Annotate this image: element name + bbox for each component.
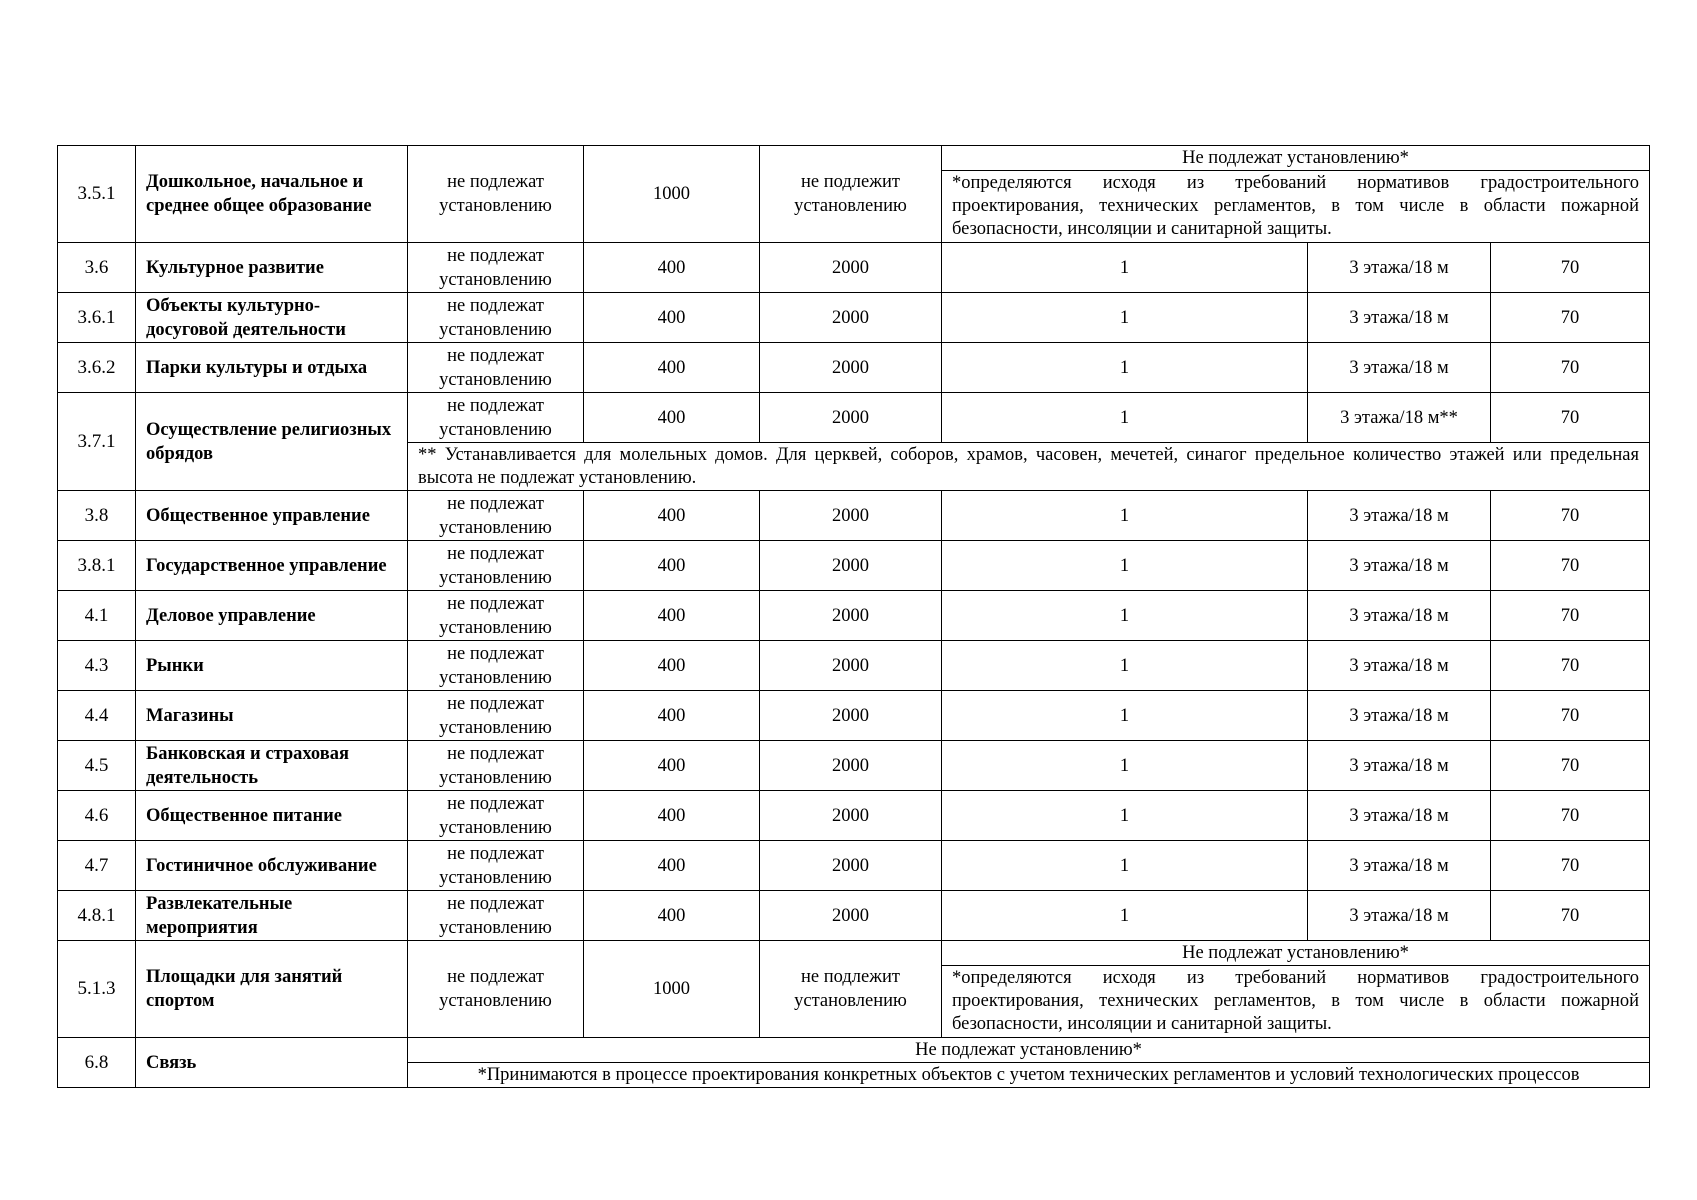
cell-coverage: 70 (1491, 343, 1650, 393)
cell-plot-area-min: 400 (584, 243, 760, 293)
table-row (58, 541, 1650, 591)
row-code: 4.4 (58, 691, 136, 741)
cell-setback: 1 (942, 791, 1308, 841)
table-row (58, 293, 1650, 343)
note-text: *определяются исходя из требований нормативов градостроительного проектирования, технических регламентов, в том числе в области пожарной безопасности, инсоляции и санитарной защиты. (942, 966, 1650, 1038)
cell-setback: 1 (942, 343, 1308, 393)
cell-plot-size-min: не подлежат установлению (408, 393, 584, 443)
table-row (58, 243, 1650, 293)
cell-plot-area-max: 2000 (760, 841, 942, 891)
table-row (58, 491, 1650, 541)
cell-floors-height: 3 этажа/18 м (1308, 591, 1491, 641)
cell-coverage: 70 (1491, 741, 1650, 791)
note-title: Не подлежат установлению* (942, 941, 1650, 966)
cell-setback: 1 (942, 591, 1308, 641)
cell-floors-height: 3 этажа/18 м (1308, 891, 1491, 941)
cell-plot-area-max: 2000 (760, 541, 942, 591)
row-code: 3.6.1 (58, 293, 136, 343)
cell-plot-size-min: не подлежат установлению (408, 591, 584, 641)
cell-plot-size-min: не подлежат установлению (408, 293, 584, 343)
table-row (58, 891, 1650, 941)
cell-plot-size-min: не подлежат установлению (408, 841, 584, 891)
row-code: 6.8 (58, 1038, 136, 1088)
cell-plot-area-min: 400 (584, 343, 760, 393)
table-row (58, 941, 1650, 966)
cell-coverage: 70 (1491, 841, 1650, 891)
cell-plot-area-min: 400 (584, 541, 760, 591)
cell-plot-size-min: не подлежат установлению (408, 243, 584, 293)
cell-plot-area-min: 1000 (584, 941, 760, 1038)
cell-floors-height: 3 этажа/18 м (1308, 491, 1491, 541)
cell-plot-size-min: не подлежат установлению (408, 691, 584, 741)
cell-setback: 1 (942, 541, 1308, 591)
row-name: Объекты культурно-досуговой деятельности (136, 293, 408, 343)
row-name: Рынки (136, 641, 408, 691)
cell-coverage: 70 (1491, 541, 1650, 591)
cell-plot-area-min: 400 (584, 691, 760, 741)
row-code: 4.6 (58, 791, 136, 841)
row-code: 3.6 (58, 243, 136, 293)
cell-coverage: 70 (1491, 691, 1650, 741)
row-name: Общественное управление (136, 491, 408, 541)
row-name: Парки культуры и отдыха (136, 343, 408, 393)
cell-plot-size-min: не подлежат установлению (408, 146, 584, 243)
table-row (58, 691, 1650, 741)
cell-plot-size-min: не подлежат установлению (408, 541, 584, 591)
row-code: 5.1.3 (58, 941, 136, 1038)
cell-setback: 1 (942, 841, 1308, 891)
regulations-table (57, 145, 1650, 1088)
row-code: 3.6.2 (58, 343, 136, 393)
table-row (58, 841, 1650, 891)
cell-plot-size-min: не подлежат установлению (408, 941, 584, 1038)
row-name: Гостиничное обслуживание (136, 841, 408, 891)
cell-plot-area-max: не подлежит установлению (760, 146, 942, 243)
row-code: 4.3 (58, 641, 136, 691)
cell-plot-area-min: 400 (584, 891, 760, 941)
cell-plot-area-min: 400 (584, 393, 760, 443)
cell-floors-height: 3 этажа/18 м** (1308, 393, 1491, 443)
table-row (58, 591, 1650, 641)
cell-setback: 1 (942, 293, 1308, 343)
cell-plot-area-max: 2000 (760, 791, 942, 841)
cell-plot-area-min: 1000 (584, 146, 760, 243)
cell-plot-area-max: 2000 (760, 491, 942, 541)
cell-plot-size-min: не подлежат установлению (408, 791, 584, 841)
row-name: Деловое управление (136, 591, 408, 641)
cell-setback: 1 (942, 691, 1308, 741)
table-row (58, 146, 1650, 171)
cell-floors-height: 3 этажа/18 м (1308, 841, 1491, 891)
row-name: Развлекательные мероприятия (136, 891, 408, 941)
row-code: 3.8 (58, 491, 136, 541)
row-code: 4.8.1 (58, 891, 136, 941)
cell-plot-size-min: не подлежат установлению (408, 343, 584, 393)
cell-plot-area-min: 400 (584, 491, 760, 541)
row-name: Осуществление религиозных обрядов (136, 393, 408, 491)
row-name: Государственное управление (136, 541, 408, 591)
cell-plot-area-max: 2000 (760, 741, 942, 791)
cell-floors-height: 3 этажа/18 м (1308, 741, 1491, 791)
cell-plot-size-min: не подлежат установлению (408, 491, 584, 541)
cell-setback: 1 (942, 243, 1308, 293)
table-row (58, 641, 1650, 691)
cell-coverage: 70 (1491, 491, 1650, 541)
cell-coverage: 70 (1491, 293, 1650, 343)
cell-floors-height: 3 этажа/18 м (1308, 641, 1491, 691)
cell-floors-height: 3 этажа/18 м (1308, 243, 1491, 293)
cell-coverage: 70 (1491, 791, 1650, 841)
cell-plot-area-max: 2000 (760, 591, 942, 641)
cell-plot-size-min: не подлежат установлению (408, 891, 584, 941)
note-title: Не подлежат установлению* (942, 146, 1650, 171)
cell-coverage: 70 (1491, 243, 1650, 293)
row-name: Площадки для занятий спортом (136, 941, 408, 1038)
row-name: Культурное развитие (136, 243, 408, 293)
cell-coverage: 70 (1491, 891, 1650, 941)
row-code: 4.1 (58, 591, 136, 641)
cell-plot-area-min: 400 (584, 741, 760, 791)
table-row (58, 741, 1650, 791)
row-code: 3.7.1 (58, 393, 136, 491)
cell-plot-area-max: 2000 (760, 393, 942, 443)
row-name: Банковская и страховая деятельность (136, 741, 408, 791)
cell-setback: 1 (942, 491, 1308, 541)
row-code: 4.7 (58, 841, 136, 891)
cell-coverage: 70 (1491, 393, 1650, 443)
cell-plot-area-min: 400 (584, 841, 760, 891)
cell-floors-height: 3 этажа/18 м (1308, 343, 1491, 393)
row-code: 3.8.1 (58, 541, 136, 591)
cell-setback: 1 (942, 891, 1308, 941)
table-row (58, 343, 1650, 393)
cell-plot-area-min: 400 (584, 591, 760, 641)
row-name: Магазины (136, 691, 408, 741)
cell-plot-area-max: 2000 (760, 891, 942, 941)
cell-plot-area-min: 400 (584, 293, 760, 343)
cell-setback: 1 (942, 393, 1308, 443)
cell-plot-area-max: 2000 (760, 691, 942, 741)
table-row (58, 393, 1650, 443)
cell-plot-area-max: 2000 (760, 243, 942, 293)
cell-plot-area-max: 2000 (760, 343, 942, 393)
note-text: *Принимаются в процессе проектирования конкретных объектов с учетом технических регламентов и условий технологических процессов (408, 1063, 1650, 1088)
cell-coverage: 70 (1491, 591, 1650, 641)
note-title: Не подлежат установлению* (408, 1038, 1650, 1063)
cell-plot-area-max: 2000 (760, 641, 942, 691)
row-name: Связь (136, 1038, 408, 1088)
note-text: *определяются исходя из требований нормативов градостроительного проектирования, технических регламентов, в том числе в области пожарной безопасности, инсоляции и санитарной защиты. (942, 171, 1650, 243)
row-code: 3.5.1 (58, 146, 136, 243)
cell-plot-area-max: 2000 (760, 293, 942, 343)
row-code: 4.5 (58, 741, 136, 791)
row-name: Дошкольное, начальное и среднее общее образование (136, 146, 408, 243)
cell-floors-height: 3 этажа/18 м (1308, 293, 1491, 343)
cell-setback: 1 (942, 741, 1308, 791)
cell-plot-area-min: 400 (584, 641, 760, 691)
cell-setback: 1 (942, 641, 1308, 691)
cell-plot-size-min: не подлежат установлению (408, 741, 584, 791)
cell-floors-height: 3 этажа/18 м (1308, 791, 1491, 841)
table-row (58, 791, 1650, 841)
cell-plot-size-min: не подлежат установлению (408, 641, 584, 691)
table-row (58, 1038, 1650, 1063)
cell-plot-area-min: 400 (584, 791, 760, 841)
note-text: ** Устанавливается для молельных домов. Для церквей, соборов, храмов, часовен, мечетей, синагог предельное количество этажей или предельная высота не подлежат установлению. (408, 443, 1650, 491)
cell-coverage: 70 (1491, 641, 1650, 691)
row-name: Общественное питание (136, 791, 408, 841)
cell-plot-area-max: не подлежит установлению (760, 941, 942, 1038)
cell-floors-height: 3 этажа/18 м (1308, 691, 1491, 741)
cell-floors-height: 3 этажа/18 м (1308, 541, 1491, 591)
